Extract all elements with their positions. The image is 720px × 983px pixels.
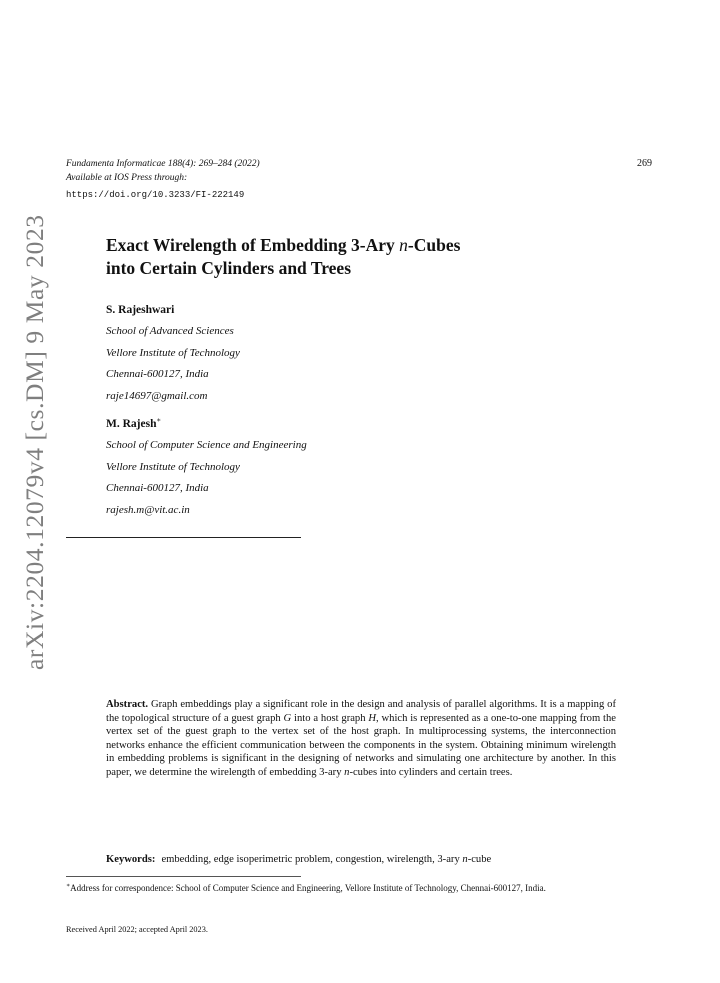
correspondence-mark: ∗ [156,416,162,424]
abstract-text: , which is represented as a one-to-one mapping from the vertex set of the guest graph to the vertex set of the host graph. In multiprocessing systems, the interconnection networks enhance the efficient communication between the components in the system. Obtaining minimum wirelength in embedding problems is significant in the designing of networks and simulating one architecture by another. In this paper, we determine the wirelength of embedding 3-ary [106,712,616,778]
keywords-text: embedding, edge isoperimetric problem, congestion, wirelength, 3-ary [161,854,463,865]
affiliation-line: Vellore Institute of Technology [106,460,240,473]
title-line-1 [106,234,460,257]
availability-note: Available at IOS Press through: [66,173,188,183]
abstract-heading: Abstract. [106,699,149,710]
abstract-text: Graph embeddings play a significant role in the design and analysis of parallel algorithms. It is a mapping of the topological structure of a guest graph [106,699,616,724]
abstract-block [106,698,616,780]
title-line-1-suffix: -Cubes [407,235,461,255]
author-name-2-text: M. Rajesh [106,418,157,430]
math-g: G [283,712,292,724]
keywords-line [106,854,491,865]
arxiv-identifier-stamp: arXiv:2204.12079v4 [cs.DM] 9 May 2023 [20,214,49,670]
author-name-1 [106,304,174,316]
journal-citation: Fundamenta Informaticae 188(4): 269–284 (2022) [66,159,260,169]
title-line-2: into Certain Cylinders and Trees [106,258,352,278]
title-math-n: n [399,235,408,255]
footnote-mark: ∗ [66,883,71,889]
author-name-2 [106,416,161,430]
footnote-text: Address for correspondence: School of Computer Science and Engineering, Vellore Institute of Technology, Chennai-600127, India. [70,883,546,893]
author-email[interactable]: raje14697@gmail.com [106,389,208,402]
keywords-heading: Keywords: [106,854,156,865]
title-line-1-prefix: Exact Wirelength of Embedding 3-Ary [106,235,400,255]
footnote-rule [66,876,301,877]
section-divider [66,537,301,538]
paper-title [106,234,460,280]
affiliation-line: School of Computer Science and Engineering [106,439,307,451]
author-name-1-text: S. Rajeshwari [106,304,175,316]
math-n: n [344,766,350,778]
abstract-text: -cubes into cylinders and certain trees. [349,766,513,778]
math-n: n [462,854,468,865]
keywords-suffix: -cube [467,854,492,865]
affiliation-line: Vellore Institute of Technology [106,346,240,359]
author-affiliation-1 [106,321,240,407]
affiliation-line: School of Advanced Sciences [106,325,234,337]
page-number: 269 [637,158,652,169]
correspondence-footnote [66,880,654,895]
affiliation-line: Chennai-600127, India [106,482,209,495]
author-email[interactable]: rajesh.m@vit.ac.in [106,503,190,516]
received-dates: Received April 2022; accepted April 2023. [66,925,208,934]
author-affiliation-2 [106,435,307,521]
affiliation-line: Chennai-600127, India [106,368,209,381]
abstract-text: into a host graph [291,712,369,724]
doi-link[interactable]: https://doi.org/10.3233/FI-222149 [66,190,245,200]
math-h: H [368,712,377,724]
